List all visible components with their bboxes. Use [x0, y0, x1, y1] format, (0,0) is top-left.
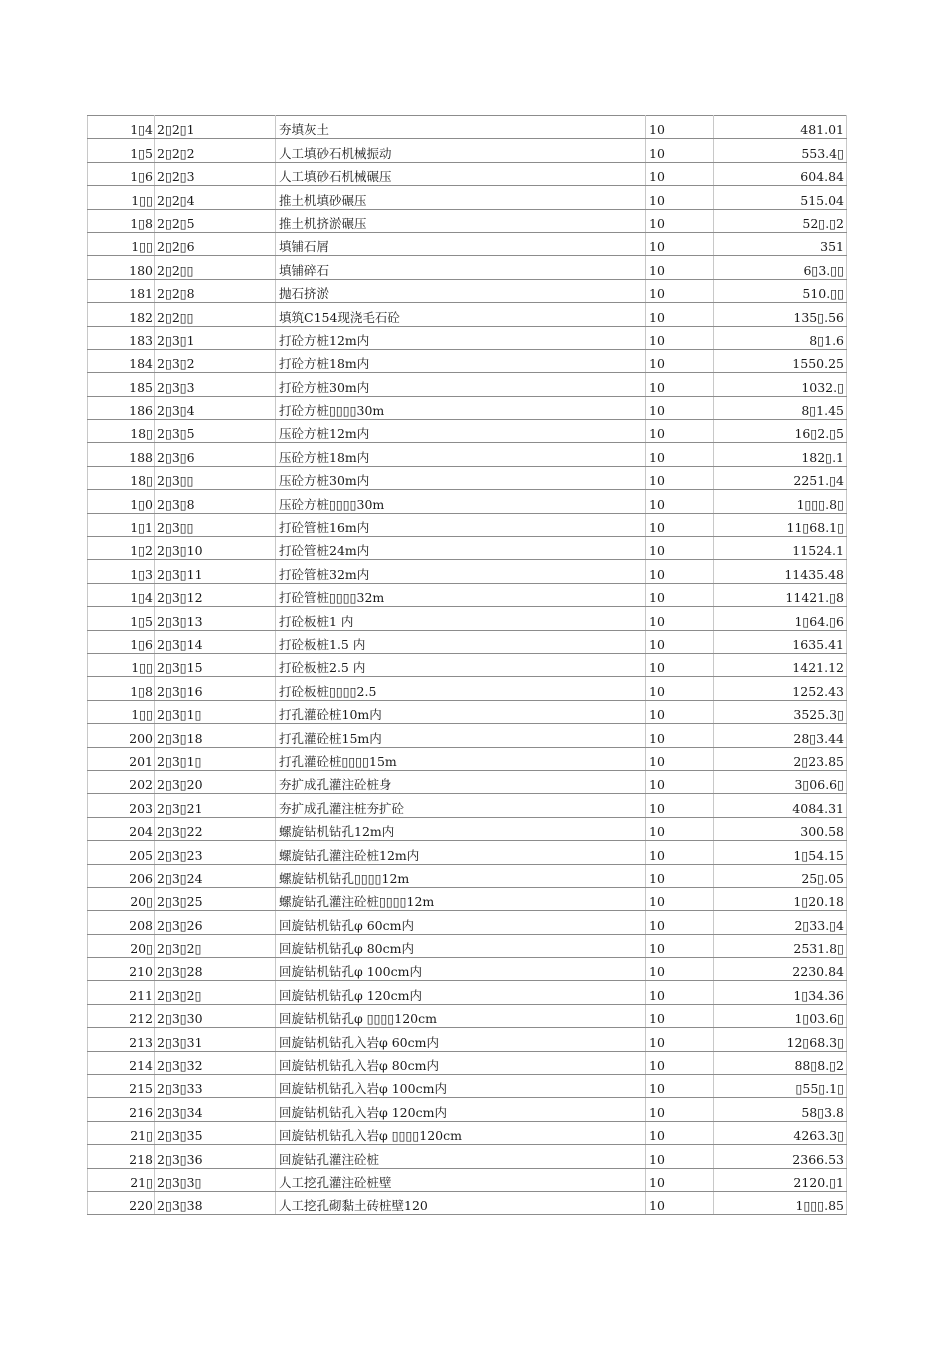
quota-code-cell: 2▯3▯30 [155, 1004, 276, 1027]
unit-price-cell: 2▯33.▯4 [714, 911, 847, 934]
item-name-cell: 人工挖孔灌注砼桩壁 [276, 1168, 646, 1191]
unit-value-cell: 10 [646, 887, 714, 910]
item-name-cell: 打砼方桩18m内 [276, 349, 646, 372]
item-name-cell: 回旋钻机钻孔φ 80cm内 [276, 934, 646, 957]
row-number-cell: 184 [88, 349, 155, 372]
row-number-cell: 182 [88, 303, 155, 326]
unit-value-cell: 10 [646, 209, 714, 232]
unit-value-cell: 10 [646, 794, 714, 817]
row-number-cell: 1▯▯ [88, 653, 155, 676]
unit-value-cell: 10 [646, 1051, 714, 1074]
unit-price-cell: 481.01 [714, 116, 847, 139]
table-row [88, 841, 847, 864]
table-row [88, 256, 847, 279]
item-name-cell: 打砼板桩1 内 [276, 607, 646, 630]
unit-value-cell: 10 [646, 303, 714, 326]
unit-price-cell: 3▯06.6▯ [714, 770, 847, 793]
quota-table-body [88, 116, 847, 1215]
quota-code-cell: 2▯3▯15 [155, 653, 276, 676]
unit-price-cell: 1▯▯▯.8▯ [714, 490, 847, 513]
quota-table [87, 115, 847, 1215]
item-name-cell: 回旋钻机钻孔入岩φ 120cm内 [276, 1098, 646, 1121]
unit-value-cell: 10 [646, 162, 714, 185]
table-row [88, 770, 847, 793]
row-number-cell: 18▯ [88, 420, 155, 443]
unit-price-cell: 2120.▯1 [714, 1168, 847, 1191]
item-name-cell: 夯填灰土 [276, 116, 646, 139]
item-name-cell: 抛石挤淤 [276, 279, 646, 302]
row-number-cell: 1▯1 [88, 513, 155, 536]
row-number-cell: 1▯6 [88, 630, 155, 653]
unit-value-cell: 10 [646, 279, 714, 302]
quota-code-cell: 2▯3▯21 [155, 794, 276, 817]
item-name-cell: 填铺碎石 [276, 256, 646, 279]
unit-value-cell: 10 [646, 607, 714, 630]
quota-code-cell: 2▯2▯1 [155, 116, 276, 139]
table-row [88, 677, 847, 700]
unit-price-cell: 11421.▯8 [714, 583, 847, 606]
row-number-cell: 1▯8 [88, 209, 155, 232]
row-number-cell: 1▯4 [88, 116, 155, 139]
table-row [88, 537, 847, 560]
table-row [88, 1098, 847, 1121]
quota-code-cell: 2▯3▯36 [155, 1145, 276, 1168]
unit-price-cell: 8▯1.45 [714, 396, 847, 419]
table-row [88, 349, 847, 372]
unit-price-cell: 1421.12 [714, 653, 847, 676]
row-number-cell: 201 [88, 747, 155, 770]
table-row [88, 420, 847, 443]
table-row [88, 887, 847, 910]
row-number-cell: 218 [88, 1145, 155, 1168]
unit-price-cell: 1▯20.18 [714, 887, 847, 910]
row-number-cell: 186 [88, 396, 155, 419]
quota-code-cell: 2▯3▯2▯ [155, 981, 276, 1004]
quota-code-cell: 2▯3▯6 [155, 443, 276, 466]
item-name-cell: 回旋钻机钻孔入岩φ 80cm内 [276, 1051, 646, 1074]
item-name-cell: 打砼管桩32m内 [276, 560, 646, 583]
item-name-cell: 夯扩成孔灌注砼桩身 [276, 770, 646, 793]
row-number-cell: 204 [88, 817, 155, 840]
row-number-cell: 1▯▯ [88, 232, 155, 255]
table-row [88, 373, 847, 396]
row-number-cell: 1▯▯ [88, 700, 155, 723]
table-row [88, 1004, 847, 1027]
unit-value-cell: 10 [646, 724, 714, 747]
item-name-cell: 打砼方桩30m内 [276, 373, 646, 396]
unit-value-cell: 10 [646, 1004, 714, 1027]
unit-value-cell: 10 [646, 911, 714, 934]
item-name-cell: 回旋钻机钻孔入岩φ 60cm内 [276, 1028, 646, 1051]
table-row [88, 326, 847, 349]
row-number-cell: 183 [88, 326, 155, 349]
quota-code-cell: 2▯2▯5 [155, 209, 276, 232]
item-name-cell: 螺旋钻机钻孔▯▯▯▯12m [276, 864, 646, 887]
item-name-cell: 回旋钻孔灌注砼桩 [276, 1145, 646, 1168]
row-number-cell: 21▯ [88, 1121, 155, 1144]
row-number-cell: 185 [88, 373, 155, 396]
row-number-cell: 213 [88, 1028, 155, 1051]
unit-value-cell: 10 [646, 326, 714, 349]
unit-price-cell: 182▯.1 [714, 443, 847, 466]
unit-price-cell: 12▯68.3▯ [714, 1028, 847, 1051]
unit-value-cell: 10 [646, 958, 714, 981]
row-number-cell: 20▯ [88, 887, 155, 910]
unit-price-cell: 2230.84 [714, 958, 847, 981]
row-number-cell: 211 [88, 981, 155, 1004]
row-number-cell: 1▯3 [88, 560, 155, 583]
item-name-cell: 推土机挤淤碾压 [276, 209, 646, 232]
unit-price-cell: 28▯3.44 [714, 724, 847, 747]
unit-value-cell: 10 [646, 232, 714, 255]
item-name-cell: 打孔灌砼桩15m内 [276, 724, 646, 747]
table-row [88, 1051, 847, 1074]
item-name-cell: 回旋钻机钻孔φ 60cm内 [276, 911, 646, 934]
row-number-cell: 208 [88, 911, 155, 934]
row-number-cell: 1▯5 [88, 139, 155, 162]
quota-code-cell: 2▯2▯2 [155, 139, 276, 162]
unit-price-cell: 2251.▯4 [714, 466, 847, 489]
item-name-cell: 回旋钻机钻孔入岩φ ▯▯▯▯120cm [276, 1121, 646, 1144]
table-row [88, 607, 847, 630]
unit-price-cell: 1550.25 [714, 349, 847, 372]
unit-price-cell: 52▯.▯2 [714, 209, 847, 232]
quota-code-cell: 2▯3▯11 [155, 560, 276, 583]
unit-price-cell: 1032.▯ [714, 373, 847, 396]
unit-value-cell: 10 [646, 981, 714, 1004]
unit-price-cell: 2366.53 [714, 1145, 847, 1168]
quota-code-cell: 2▯2▯▯ [155, 256, 276, 279]
unit-value-cell: 10 [646, 1028, 714, 1051]
item-name-cell: 打砼方桩12m内 [276, 326, 646, 349]
item-name-cell: 打砼方桩▯▯▯▯30m [276, 396, 646, 419]
item-name-cell: 打砼管桩16m内 [276, 513, 646, 536]
table-row [88, 560, 847, 583]
unit-value-cell: 10 [646, 1098, 714, 1121]
unit-value-cell: 10 [646, 490, 714, 513]
row-number-cell: 18▯ [88, 466, 155, 489]
item-name-cell: 螺旋钻孔灌注砼桩▯▯▯▯12m [276, 887, 646, 910]
unit-price-cell: 510.▯▯ [714, 279, 847, 302]
row-number-cell: 220 [88, 1191, 155, 1214]
row-number-cell: 1▯6 [88, 162, 155, 185]
table-row [88, 747, 847, 770]
item-name-cell: 打砼板桩2.5 内 [276, 653, 646, 676]
unit-value-cell: 10 [646, 747, 714, 770]
unit-value-cell: 10 [646, 841, 714, 864]
quota-code-cell: 2▯3▯32 [155, 1051, 276, 1074]
unit-price-cell: 1▯34.36 [714, 981, 847, 1004]
unit-price-cell: 4084.31 [714, 794, 847, 817]
item-name-cell: 回旋钻机钻孔φ ▯▯▯▯120cm [276, 1004, 646, 1027]
unit-value-cell: 10 [646, 466, 714, 489]
unit-value-cell: 10 [646, 116, 714, 139]
unit-price-cell: 351 [714, 232, 847, 255]
unit-price-cell: 58▯3.8 [714, 1098, 847, 1121]
unit-price-cell: 11▯68.1▯ [714, 513, 847, 536]
unit-price-cell: 515.04 [714, 186, 847, 209]
quota-code-cell: 2▯3▯24 [155, 864, 276, 887]
unit-value-cell: 10 [646, 396, 714, 419]
unit-price-cell: ▯55▯.1▯ [714, 1075, 847, 1098]
table-row [88, 1028, 847, 1051]
table-row [88, 1121, 847, 1144]
item-name-cell: 螺旋钻孔灌注砼桩12m内 [276, 841, 646, 864]
quota-code-cell: 2▯3▯23 [155, 841, 276, 864]
item-name-cell: 螺旋钻机钻孔12m内 [276, 817, 646, 840]
unit-price-cell: 11435.48 [714, 560, 847, 583]
item-name-cell: 压砼方桩30m内 [276, 466, 646, 489]
unit-value-cell: 10 [646, 1121, 714, 1144]
quota-code-cell: 2▯3▯5 [155, 420, 276, 443]
unit-value-cell: 10 [646, 770, 714, 793]
unit-value-cell: 10 [646, 583, 714, 606]
quota-code-cell: 2▯3▯26 [155, 911, 276, 934]
row-number-cell: 21▯ [88, 1168, 155, 1191]
unit-value-cell: 10 [646, 864, 714, 887]
table-row [88, 1145, 847, 1168]
unit-price-cell: 1▯54.15 [714, 841, 847, 864]
item-name-cell: 压砼方桩18m内 [276, 443, 646, 466]
quota-code-cell: 2▯2▯6 [155, 232, 276, 255]
quota-code-cell: 2▯3▯4 [155, 396, 276, 419]
unit-price-cell: 135▯.56 [714, 303, 847, 326]
row-number-cell: 200 [88, 724, 155, 747]
row-number-cell: 1▯8 [88, 677, 155, 700]
table-row [88, 162, 847, 185]
quota-code-cell: 2▯2▯4 [155, 186, 276, 209]
item-name-cell: 回旋钻机钻孔φ 100cm内 [276, 958, 646, 981]
quota-code-cell: 2▯3▯3 [155, 373, 276, 396]
unit-value-cell: 10 [646, 349, 714, 372]
table-row [88, 700, 847, 723]
table-row [88, 396, 847, 419]
row-number-cell: 1▯5 [88, 607, 155, 630]
table-row [88, 209, 847, 232]
table-row [88, 1075, 847, 1098]
unit-value-cell: 10 [646, 934, 714, 957]
quota-code-cell: 2▯3▯35 [155, 1121, 276, 1144]
quota-code-cell: 2▯3▯31 [155, 1028, 276, 1051]
quota-code-cell: 2▯2▯3 [155, 162, 276, 185]
table-row [88, 817, 847, 840]
unit-value-cell: 10 [646, 513, 714, 536]
unit-value-cell: 10 [646, 817, 714, 840]
item-name-cell: 填铺石屑 [276, 232, 646, 255]
row-number-cell: 216 [88, 1098, 155, 1121]
row-number-cell: 203 [88, 794, 155, 817]
table-row [88, 1191, 847, 1214]
item-name-cell: 推土机填砂碾压 [276, 186, 646, 209]
quota-code-cell: 2▯3▯18 [155, 724, 276, 747]
quota-code-cell: 2▯2▯8 [155, 279, 276, 302]
item-name-cell: 打孔灌砼桩10m内 [276, 700, 646, 723]
quota-code-cell: 2▯3▯1 [155, 326, 276, 349]
row-number-cell: 214 [88, 1051, 155, 1074]
unit-price-cell: 2▯23.85 [714, 747, 847, 770]
unit-price-cell: 300.58 [714, 817, 847, 840]
item-name-cell: 夯扩成孔灌注桩夯扩砼 [276, 794, 646, 817]
unit-value-cell: 10 [646, 537, 714, 560]
unit-price-cell: 8▯1.6 [714, 326, 847, 349]
unit-value-cell: 10 [646, 1145, 714, 1168]
unit-price-cell: 604.84 [714, 162, 847, 185]
unit-price-cell: 1▯03.6▯ [714, 1004, 847, 1027]
quota-code-cell: 2▯3▯14 [155, 630, 276, 653]
quota-code-cell: 2▯3▯16 [155, 677, 276, 700]
row-number-cell: 206 [88, 864, 155, 887]
quota-code-cell: 2▯3▯3▯ [155, 1168, 276, 1191]
item-name-cell: 打砼管桩▯▯▯▯32m [276, 583, 646, 606]
quota-code-cell: 2▯3▯13 [155, 607, 276, 630]
row-number-cell: 180 [88, 256, 155, 279]
unit-value-cell: 10 [646, 186, 714, 209]
row-number-cell: 215 [88, 1075, 155, 1098]
row-number-cell: 181 [88, 279, 155, 302]
item-name-cell: 打砼板桩▯▯▯▯2.5 [276, 677, 646, 700]
quota-code-cell: 2▯3▯▯ [155, 513, 276, 536]
unit-value-cell: 10 [646, 420, 714, 443]
unit-price-cell: 11524.1 [714, 537, 847, 560]
quota-code-cell: 2▯3▯12 [155, 583, 276, 606]
item-name-cell: 打砼管桩24m内 [276, 537, 646, 560]
item-name-cell: 人工挖孔砌黏土砖桩壁120 [276, 1191, 646, 1214]
quota-code-cell: 2▯2▯▯ [155, 303, 276, 326]
unit-value-cell: 10 [646, 560, 714, 583]
quota-code-cell: 2▯3▯22 [155, 817, 276, 840]
row-number-cell: 1▯▯ [88, 186, 155, 209]
row-number-cell: 20▯ [88, 934, 155, 957]
unit-price-cell: 2531.8▯ [714, 934, 847, 957]
table-row [88, 934, 847, 957]
row-number-cell: 212 [88, 1004, 155, 1027]
row-number-cell: 188 [88, 443, 155, 466]
quota-code-cell: 2▯3▯1▯ [155, 747, 276, 770]
unit-value-cell: 10 [646, 256, 714, 279]
unit-value-cell: 10 [646, 630, 714, 653]
unit-value-cell: 10 [646, 1191, 714, 1214]
quota-code-cell: 2▯3▯33 [155, 1075, 276, 1098]
row-number-cell: 1▯2 [88, 537, 155, 560]
table-row [88, 139, 847, 162]
table-row [88, 513, 847, 536]
unit-price-cell: 1635.41 [714, 630, 847, 653]
table-row [88, 864, 847, 887]
unit-price-cell: 6▯3.▯▯ [714, 256, 847, 279]
table-row [88, 630, 847, 653]
quota-code-cell: 2▯3▯20 [155, 770, 276, 793]
row-number-cell: 210 [88, 958, 155, 981]
table-row [88, 279, 847, 302]
table-row [88, 303, 847, 326]
item-name-cell: 打砼板桩1.5 内 [276, 630, 646, 653]
item-name-cell: 回旋钻机钻孔入岩φ 100cm内 [276, 1075, 646, 1098]
unit-value-cell: 10 [646, 373, 714, 396]
table-row [88, 958, 847, 981]
unit-value-cell: 10 [646, 443, 714, 466]
unit-value-cell: 10 [646, 1075, 714, 1098]
row-number-cell: 1▯4 [88, 583, 155, 606]
quota-code-cell: 2▯3▯28 [155, 958, 276, 981]
unit-price-cell: 553.4▯ [714, 139, 847, 162]
quota-code-cell: 2▯3▯8 [155, 490, 276, 513]
quota-code-cell: 2▯3▯10 [155, 537, 276, 560]
quota-code-cell: 2▯3▯38 [155, 1191, 276, 1214]
quota-code-cell: 2▯3▯34 [155, 1098, 276, 1121]
table-row [88, 583, 847, 606]
item-name-cell: 人工填砂石机械振动 [276, 139, 646, 162]
quota-code-cell: 2▯3▯2▯ [155, 934, 276, 957]
table-row [88, 724, 847, 747]
table-row [88, 981, 847, 1004]
table-row [88, 490, 847, 513]
table-row [88, 186, 847, 209]
unit-price-cell: 88▯8.▯2 [714, 1051, 847, 1074]
unit-price-cell: 16▯2.▯5 [714, 420, 847, 443]
item-name-cell: 压砼方桩12m内 [276, 420, 646, 443]
quota-code-cell: 2▯3▯1▯ [155, 700, 276, 723]
row-number-cell: 205 [88, 841, 155, 864]
unit-price-cell: 1252.43 [714, 677, 847, 700]
unit-value-cell: 10 [646, 653, 714, 676]
item-name-cell: 压砼方桩▯▯▯▯30m [276, 490, 646, 513]
unit-price-cell: 4263.3▯ [714, 1121, 847, 1144]
unit-price-cell: 3525.3▯ [714, 700, 847, 723]
unit-value-cell: 10 [646, 700, 714, 723]
item-name-cell: 人工填砂石机械碾压 [276, 162, 646, 185]
table-row [88, 911, 847, 934]
table-row [88, 116, 847, 139]
unit-value-cell: 10 [646, 139, 714, 162]
quota-code-cell: 2▯3▯▯ [155, 466, 276, 489]
table-row [88, 653, 847, 676]
unit-price-cell: 1▯64.▯6 [714, 607, 847, 630]
quota-code-cell: 2▯3▯2 [155, 349, 276, 372]
item-name-cell: 回旋钻机钻孔φ 120cm内 [276, 981, 646, 1004]
unit-price-cell: 25▯.05 [714, 864, 847, 887]
unit-price-cell: 1▯▯▯.85 [714, 1191, 847, 1214]
table-row [88, 794, 847, 817]
item-name-cell: 填筑C154现浇毛石砼 [276, 303, 646, 326]
table-row [88, 1168, 847, 1191]
table-row [88, 466, 847, 489]
item-name-cell: 打孔灌砼桩▯▯▯▯15m [276, 747, 646, 770]
row-number-cell: 1▯0 [88, 490, 155, 513]
table-row [88, 443, 847, 466]
row-number-cell: 202 [88, 770, 155, 793]
unit-value-cell: 10 [646, 677, 714, 700]
table-row [88, 232, 847, 255]
unit-value-cell: 10 [646, 1168, 714, 1191]
quota-code-cell: 2▯3▯25 [155, 887, 276, 910]
